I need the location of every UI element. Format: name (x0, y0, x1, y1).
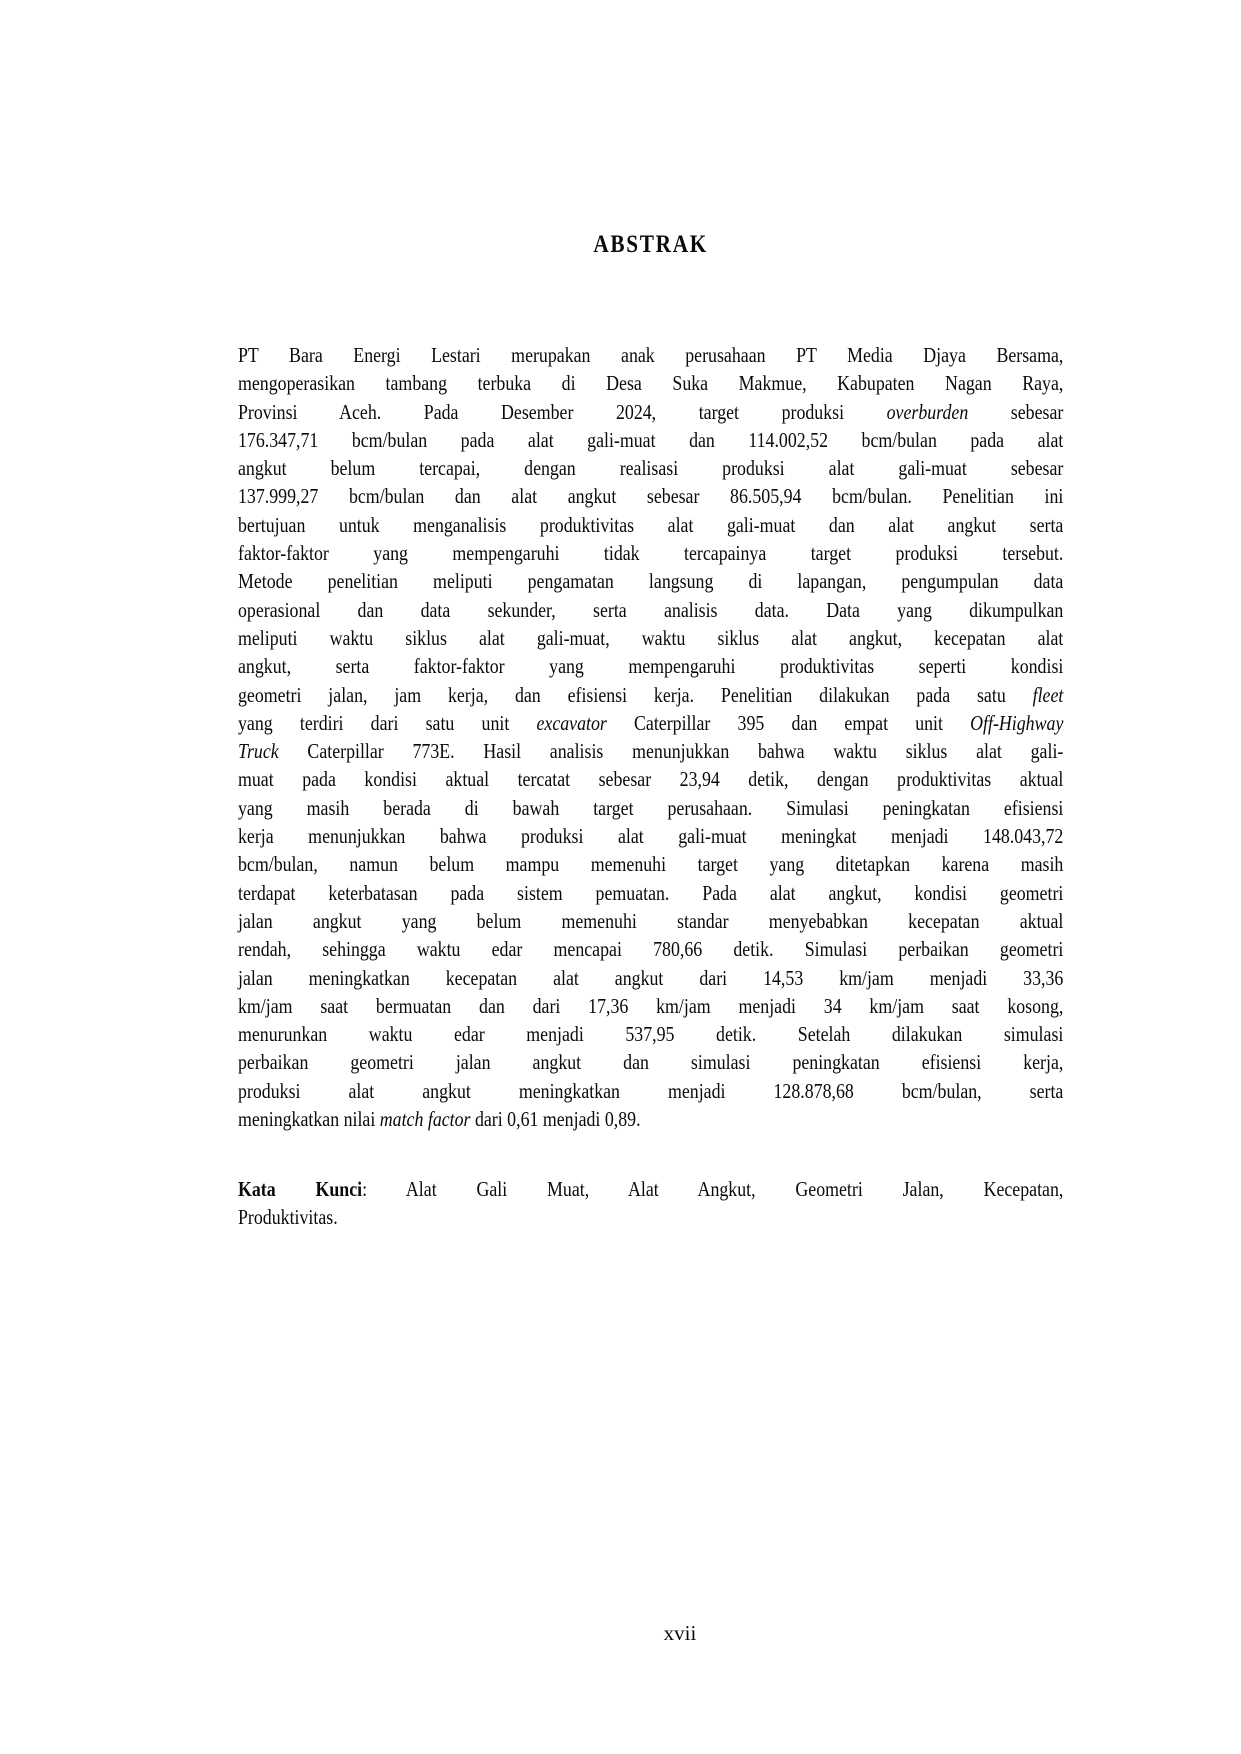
text-line: jalan angkut yang belum memenuhi standar menyebabkan kecepatan aktual (238, 908, 1064, 933)
page-number: xvii (663, 1621, 697, 1645)
text-line: meliputi waktu siklus alat gali-muat, waktu siklus alat angkut, kecepatan alat (238, 625, 1064, 650)
keywords-block (238, 1175, 1063, 1232)
text-line: mengoperasikan tambang terbuka di Desa Suka Makmue, Kabupaten Nagan Raya, (238, 371, 1064, 396)
text-line: Provinsi Aceh. Pada Desember 2024, target produksi overburden sebesar (238, 399, 1064, 424)
text-line: faktor-faktor yang mempengaruhi tidak tercapainya target produksi tersebut. (238, 541, 1064, 566)
text-line: Produktivitas. (238, 1205, 338, 1230)
text-line: bcm/bulan, namun belum mampu memenuhi target yang ditetapkan karena masih (238, 852, 1064, 877)
text-line: muat pada kondisi aktual tercatat sebesar 23,94 detik, dengan produktivitas aktual (238, 767, 1064, 792)
text-line: jalan meningkatkan kecepatan alat angkut dari 14,53 km/jam menjadi 33,36 (238, 965, 1064, 990)
text-line: PT Bara Energi Lestari merupakan anak perusahaan PT Media Djaya Bersama, (238, 343, 1064, 367)
text-line: angkut, serta faktor-faktor yang mempengaruhi produktivitas seperti kondisi (238, 654, 1064, 679)
text-line: rendah, sehingga waktu edar mencapai 780,66 detik. Simulasi perbaikan geometri (238, 937, 1064, 962)
text-line: operasional dan data sekunder, serta analisis data. Data yang dikumpulkan (238, 597, 1064, 622)
text-line: km/jam saat bermuatan dan dari 17,36 km/jam menjadi 34 km/jam saat kosong, (238, 993, 1064, 1018)
text-line: angkut belum tercapai, dengan realisasi produksi alat gali-muat sebesar (238, 456, 1064, 481)
text-line: yang masih berada di bawah target perusahaan. Simulasi peningkatan efisiensi (238, 795, 1064, 820)
text-line: menurunkan waktu edar menjadi 537,95 detik. Setelah dilakukan simulasi (238, 1022, 1064, 1047)
text-line: perbaikan geometri jalan angkut dan simulasi peningkatan efisiensi kerja, (238, 1050, 1064, 1075)
text-line: 176.347,71 bcm/bulan pada alat gali-muat dan 114.002,52 bcm/bulan pada alat (238, 427, 1064, 452)
text-line: produksi alat angkut meningkatkan menjadi 128.878,68 bcm/bulan, serta (238, 1078, 1064, 1103)
abstract-paragraph (238, 341, 1063, 1133)
text-line: Kata Kunci: Alat Gali Muat, Alat Angkut, Geometri Jalan, Kecepatan, (238, 1177, 1064, 1201)
text-line: Metode penelitian meliputi pengamatan langsung di lapangan, pengumpulan data (238, 569, 1064, 594)
text-line: kerja menunjukkan bahwa produksi alat gali-muat meningkat menjadi 148.043,72 (238, 824, 1064, 849)
abstract-title: ABSTRAK (593, 231, 708, 258)
text-line: 137.999,27 bcm/bulan dan alat angkut sebesar 86.505,94 bcm/bulan. Penelitian ini (238, 484, 1064, 509)
text-line: meningkatkan nilai match factor dari 0,61 menjadi 0,89. (238, 1107, 641, 1132)
text-line: bertujuan untuk menganalisis produktivitas alat gali-muat dan alat angkut serta (238, 512, 1064, 537)
text-line: Truck Caterpillar 773E. Hasil analisis menunjukkan bahwa waktu siklus alat gali- (238, 739, 1064, 764)
text-line: yang terdiri dari satu unit excavator Caterpillar 395 dan empat unit Off-Highway (238, 710, 1064, 735)
text-line: geometri jalan, jam kerja, dan efisiensi kerja. Penelitian dilakukan pada satu fleet (238, 682, 1064, 707)
text-line: terdapat keterbatasan pada sistem pemuatan. Pada alat angkut, kondisi geometri (238, 880, 1064, 905)
